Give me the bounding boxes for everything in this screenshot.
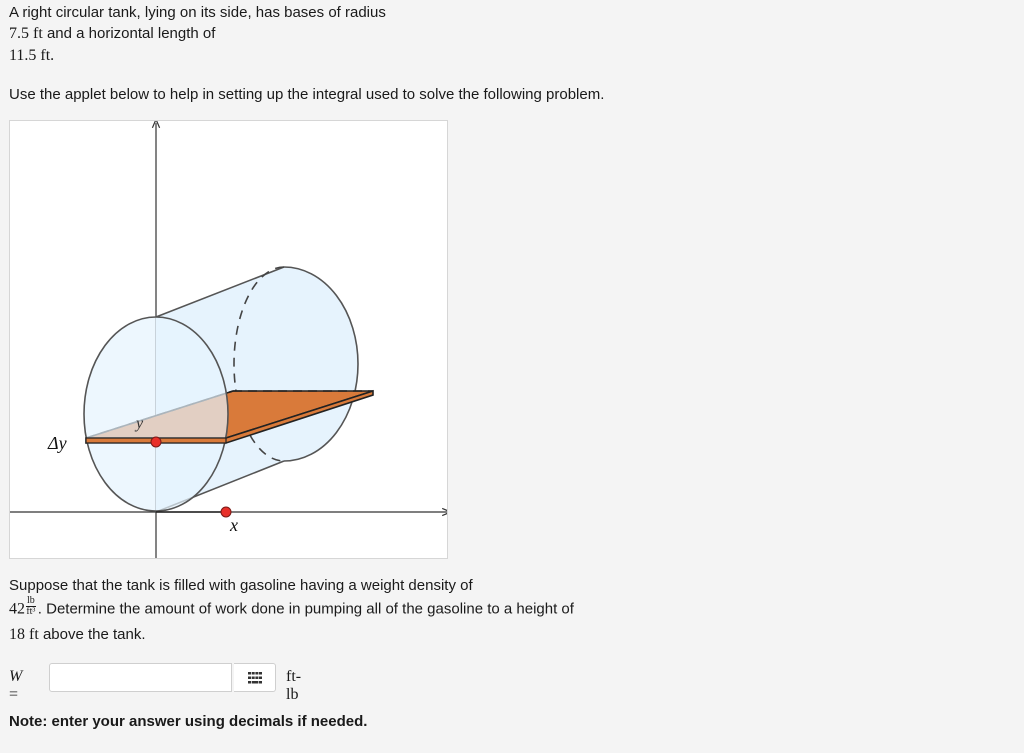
- problem-intro: A right circular tank, lying on its side, has bases of radius: [9, 4, 386, 21]
- height-suffix: above the tank.: [42, 626, 146, 643]
- work-label: W =: [9, 668, 23, 703]
- height-value: 18 ft: [9, 626, 39, 643]
- height-line: [9, 626, 146, 644]
- radius-value: 7.5 ft: [9, 25, 43, 42]
- note-text: Note: enter your answer using decimals if needed.: [9, 713, 368, 730]
- instruction-text: Use the applet below to help in setting up the integral used to solve the following problem.: [9, 86, 605, 103]
- suppose-text: Suppose that the tank is filled with gasoline having a weight density of: [9, 577, 473, 594]
- math-keyboard-button[interactable]: [234, 663, 276, 692]
- length-value: 11.5 ft.: [9, 47, 55, 64]
- x-label: x: [230, 515, 238, 535]
- front-base: [84, 317, 228, 511]
- density-unit-num: lb: [27, 595, 35, 606]
- y-point: [151, 437, 161, 447]
- radius-suffix: and a horizontal length of: [46, 25, 216, 42]
- density-line: [9, 595, 574, 620]
- density-unit-den: ft³: [26, 606, 36, 617]
- work-unit: ft-lb: [286, 668, 302, 703]
- density-value: 42: [9, 600, 25, 618]
- keypad-icon: [248, 672, 262, 684]
- y-label: y: [136, 415, 144, 432]
- determine-text: . Determine the amount of work done in pumping all of the gasoline to a height of: [37, 600, 574, 618]
- work-answer-input[interactable]: [49, 663, 232, 692]
- tank-diagram: [10, 121, 447, 558]
- delta-y-label: Δy: [48, 433, 67, 453]
- density-unit: [26, 596, 36, 617]
- tank-applet[interactable]: [9, 120, 448, 559]
- radius-line: [9, 25, 215, 43]
